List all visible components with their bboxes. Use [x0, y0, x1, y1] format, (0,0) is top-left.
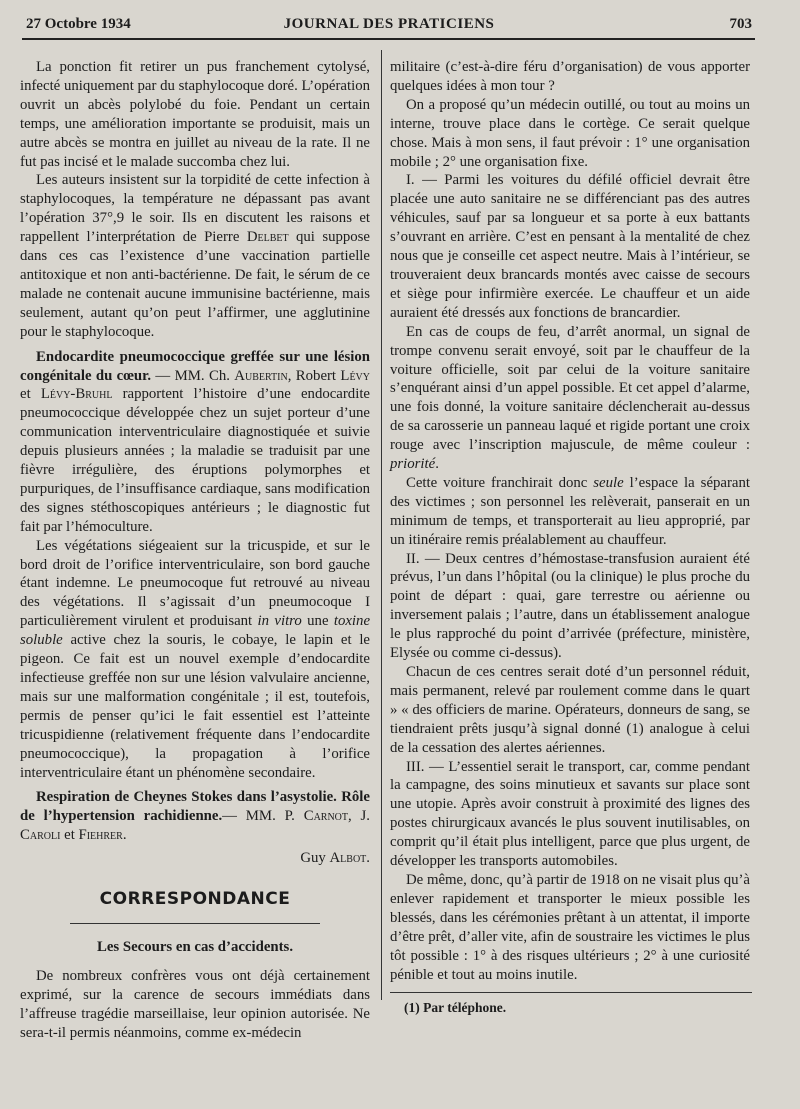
- author-name: Albot: [329, 850, 367, 867]
- text: En cas de coups de feu, d’arrêt anormal, un signal de trompe convenu serait envoyé, soit par le chauffeur de la voiture officielle, soit par celui de la voiture sanitaire s’enquérant ainsi d’un appel possible. Et cet appel d’alarme, une fois donné, la voiture sanitaire déclencherait au-dessus de sa carosserie un panneau laqué et rigide portant une croix rouge avec l’inscription majuscule, de même couleur :: [390, 323, 750, 454]
- text: , Robert: [287, 367, 341, 384]
- italic-text: seule: [593, 474, 624, 491]
- paragraph: III. — L’essentiel serait le transport, car, comme pendant la campagne, des soins minutieux et savants sur place sont une utopie. Après avoir construit à proximité des lignes des postes chirurgicaux avancés le plus souvent inutilisables, on comprit qu’il était plus intelligent, parce que plus urgent, de développer les transports automobiles.: [390, 758, 750, 870]
- author-name: Delbet: [246, 229, 289, 246]
- italic-text: priorité: [390, 456, 436, 473]
- author-name: Caroli: [20, 827, 61, 844]
- paragraph: [20, 171, 370, 341]
- footnote-rule: [390, 992, 752, 993]
- signature: [20, 849, 370, 868]
- article-title: Les Secours en cas d’accidents.: [96, 938, 294, 955]
- abstract-title: Endocardite pneumococcique greffée sur une lésion congénitale du cœur.: [20, 348, 370, 384]
- paragraph: La ponction fit retirer un pus franchement cytolysé, infecté uniquement par du staphylocoque doré. L’opération ouvrit un abcès polylobé du foie. Pendant un certain temps, une amélioration importante se produisit, mais un autre abcès se montra en juillet au niveau de la rate. Il ne fut pas incisé et le malade succomba chez lui.: [20, 59, 370, 170]
- paragraph: [390, 323, 750, 474]
- section-heading: CORRESPONDANCE: [99, 889, 291, 910]
- text: — MM. P.: [222, 808, 304, 825]
- paragraph: On a proposé qu’un médecin outillé, ou tout au moins un interne, trouve place dans le cortège. Ce serait quelque chose. Mais à mon sens, il faut prévoir : 1° une organisation mobile ; 2° une organisation fixe.: [390, 96, 750, 170]
- left-column: [20, 58, 370, 1043]
- footnote: (1) Par téléphone.: [404, 1000, 507, 1015]
- text: Guy: [300, 850, 330, 867]
- page-number: 703: [729, 16, 752, 32]
- paragraph: De nombreux confrères vous ont déjà certainement exprimé, sur la carence de secours immédiats dans l’affreuse tragédie marseillaise, leur opinion autorisée. Ne sera-t-il permis néanmoins, comme ex-médecin: [20, 967, 370, 1041]
- running-header: [26, 14, 752, 36]
- author-name: Carnot: [303, 808, 349, 825]
- text: l’espace la séparant des victimes ; son personnel les relèverait, panserait en un minimum de temps, et transporterait au lieu approprié, par un itinéraire remis préalablement au chauffeur.: [390, 474, 750, 548]
- author-name: Aubertin: [234, 367, 288, 384]
- header-date: 27 Octobre 1934: [26, 16, 131, 32]
- text: — MM. Ch.: [151, 367, 235, 384]
- journal-title: JOURNAL DES PRATICIENS: [283, 16, 495, 32]
- text: .: [122, 827, 127, 844]
- abstract-title: Respiration de Cheynes Stokes dans l’asystolie. Rôle de l’hypertension rachidienne.: [20, 789, 370, 825]
- paragraph: [20, 537, 370, 783]
- text: Cette voiture franchirait donc: [406, 474, 594, 491]
- text: et: [20, 386, 41, 403]
- header-rule: [22, 38, 755, 40]
- abstract-paragraph: [20, 348, 370, 537]
- italic-text: in vitro: [257, 613, 302, 630]
- section-rule: [70, 923, 320, 924]
- paragraph: I. — Parmi les voitures du défilé officiel devrait être placée une auto sanitaire ne se différenciant pas des autres véhicules, sauf par sa longueur et sa porte à eux battants s’ouvrant en arrière. C’est en pensant à la mentalité de chez nous que je conseille cet aspect neutre. Mais à l’intérieur, se trouveraient deux brancards montés avec caisse de secours et siège pour infirmière exercée. Le chauffeur et un aide auraient été dressés aux fonctions de brancardier.: [390, 172, 750, 321]
- paragraph: militaire (c’est-à-dire féru d’organisation) de vous apporter quelques idées à mon tour ?: [390, 59, 750, 94]
- text: Les auteurs insistent sur la torpidité de cette infection à staphylocoques, la température ne dépassant pas avant l’opération 37°,9 le soir. Ils en discutent les raisons et rappellent l’interprétation de Pierre: [20, 172, 370, 246]
- paragraph: [390, 474, 750, 550]
- paragraph: De même, donc, qu’à partir de 1918 on ne visait plus qu’à enlever rapidement et transporter le mieux possible les blessés, dans les cérémonies prêtant à un attentat, il importe d’être prêt, d’aller vite, afin de soustraire les victimes le plus tôt possible : 1° à des risques ultérieurs ; 2° à une curiosité pénible et tout au moins inutile.: [390, 871, 750, 983]
- author-name: Lévy-Bruhl: [40, 386, 113, 403]
- paragraph: II. — Deux centres d’hémostase-transfusion auraient été prévus, l’un dans l’hôpital (ou la clinique) le plus proche du point de départ : quai, gare terrestre ou aérienne ou inversement palais ; l’autre, dans un établissement analogue le plus rapproché du point d’arrivée (préfecture, ministère, Elysée ou comme ci-dessus).: [390, 550, 750, 662]
- author-name: Fiehrer: [78, 827, 123, 844]
- text: Les végétations siégeaient sur la tricuspide, et sur le bord droit de l’orifice interventriculaire, son bord gauche étant indemne. Le pneumocoque fut retrouvé au niveau des végétations. Il s’agissait d’un pneumocoque I particulièrement virulent et produisant: [20, 537, 370, 630]
- paragraph: Chacun de ces centres serait doté d’un personnel réduit, mais permanent, relevé par roulement comme dans le quart » « des officiers de marine. Opérateurs, donneurs de sang, se tiendraient prêts jusqu’à signal donné (1) analogue à celui de la cessation des alertes aériennes.: [390, 664, 750, 756]
- right-column: [390, 58, 750, 984]
- text: une: [301, 613, 334, 630]
- text: rapportent l’histoire d’une endocardite pneumococcique développée chez un sujet porteur d’une communication interventriculaire diagnostiquée et suivie depuis plusieurs années ; la maladie se traduisit par une fièvre irrégulière, des éruptions polymorphes et purpuriques, de l’insuffisance cardiaque, sans modification des signes stéthoscopiques antérieurs ; le diagnostic fut fait par l’hémoculture.: [20, 386, 370, 535]
- text: , J.: [348, 808, 370, 825]
- italic-text: toxine soluble: [20, 613, 371, 649]
- abstract-paragraph: [20, 788, 370, 845]
- column-divider: [381, 50, 382, 1000]
- text: active chez la souris, le cobaye, le lapin et le pigeon. Ce fait est un nouvel exemple d’endocardite infectieuse greffée non sur une lésion valvulaire ancienne, mais sur une malformation congénitale ; il est, toutefois, permis de penser qu’ici le fait essentiel est l’atteinte tricuspidienne (relativement fréquente dans l’endocardite pneumococcique), la propagation à l’orifice interventriculaire étant un phénomène secondaire.: [20, 632, 370, 781]
- text: qui suppose dans ces cas l’existence d’une vaccination partielle antitoxique et non anti-bactérienne. De fait, le sérum de ce malade ne contenait aucune immunisine bactérienne, mais seulement, autant qu’on peut l’affirmer, une agglutinine pour le staphylocoque.: [20, 229, 370, 340]
- author-name: Lévy: [340, 367, 370, 384]
- text: et: [60, 827, 79, 844]
- text: .: [435, 456, 439, 473]
- text: .: [366, 850, 370, 867]
